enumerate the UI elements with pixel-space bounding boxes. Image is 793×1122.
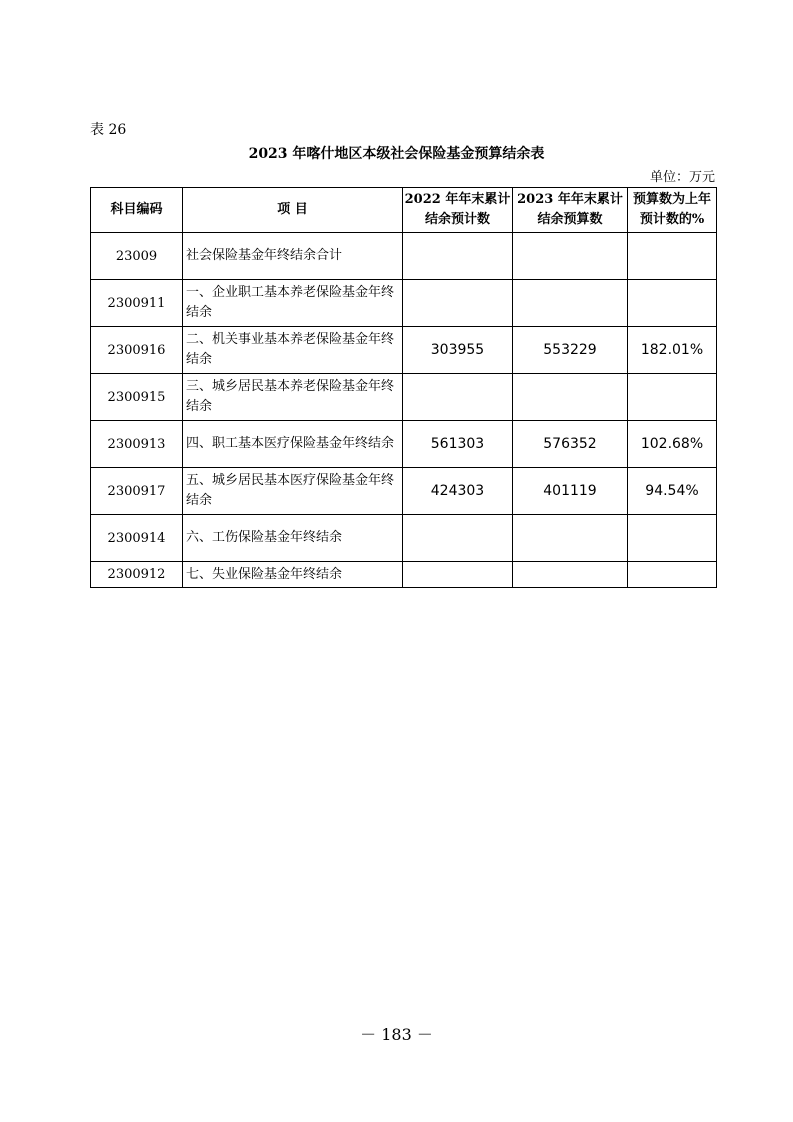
row-code: 2300913 <box>91 421 183 468</box>
row-item: 一、企业职工基本养老保险基金年终结余 <box>183 280 403 327</box>
page-number: － 183 － <box>360 1025 433 1044</box>
row-percentage <box>628 280 717 327</box>
table-row <box>91 374 717 421</box>
row-code: 2300916 <box>91 327 183 374</box>
table-label: 表 26 <box>90 122 127 138</box>
row-item: 五、城乡居民基本医疗保险基金年终结余 <box>183 468 403 515</box>
row-2022-value <box>403 562 513 588</box>
row-code: 2300915 <box>91 374 183 421</box>
table-row <box>91 233 717 280</box>
table-row <box>91 421 717 468</box>
row-2023-value: 401119 <box>513 468 628 515</box>
row-percentage <box>628 374 717 421</box>
row-item: 四、职工基本医疗保险基金年终结余 <box>183 421 403 468</box>
header-percentage: 预算数为上年预计数的% <box>628 188 717 233</box>
header-2022-estimate: 2022 年年末累计结余预计数 <box>403 188 513 233</box>
header-code: 科目编码 <box>91 188 183 233</box>
row-2023-value <box>513 233 628 280</box>
header-2023-budget: 2023 年年末累计结余预算数 <box>513 188 628 233</box>
row-code: 23009 <box>91 233 183 280</box>
unit-label: 单位：万元 <box>649 170 715 185</box>
row-2022-value <box>403 515 513 562</box>
table-row <box>91 562 717 588</box>
row-item: 六、工伤保险基金年终结余 <box>183 515 403 562</box>
row-2022-value: 303955 <box>403 327 513 374</box>
row-2022-value <box>403 280 513 327</box>
row-percentage <box>628 515 717 562</box>
row-2023-value: 553229 <box>513 327 628 374</box>
row-percentage: 94.54% <box>628 468 717 515</box>
table-row <box>91 515 717 562</box>
row-item: 社会保险基金年终结余合计 <box>183 233 403 280</box>
row-percentage: 182.01% <box>628 327 717 374</box>
row-item: 三、城乡居民基本养老保险基金年终结余 <box>183 374 403 421</box>
row-2023-value <box>513 562 628 588</box>
row-2022-value: 561303 <box>403 421 513 468</box>
budget-balance-table <box>90 187 717 588</box>
row-2023-value: 576352 <box>513 421 628 468</box>
row-percentage <box>628 562 717 588</box>
table-header-row <box>91 188 717 233</box>
row-item: 二、机关事业基本养老保险基金年终结余 <box>183 327 403 374</box>
row-code: 2300917 <box>91 468 183 515</box>
row-item: 七、失业保险基金年终结余 <box>183 562 403 588</box>
row-code: 2300912 <box>91 562 183 588</box>
row-2022-value <box>403 233 513 280</box>
table-row <box>91 468 717 515</box>
table-row <box>91 327 717 374</box>
row-code: 2300911 <box>91 280 183 327</box>
table-row <box>91 280 717 327</box>
row-2023-value <box>513 280 628 327</box>
row-code: 2300914 <box>91 515 183 562</box>
row-percentage: 102.68% <box>628 421 717 468</box>
page-title: 2023 年喀什地区本级社会保险基金预算结余表 <box>248 146 545 162</box>
row-2023-value <box>513 515 628 562</box>
row-2022-value: 424303 <box>403 468 513 515</box>
header-item: 项 目 <box>183 188 403 233</box>
row-percentage <box>628 233 717 280</box>
row-2023-value <box>513 374 628 421</box>
row-2022-value <box>403 374 513 421</box>
